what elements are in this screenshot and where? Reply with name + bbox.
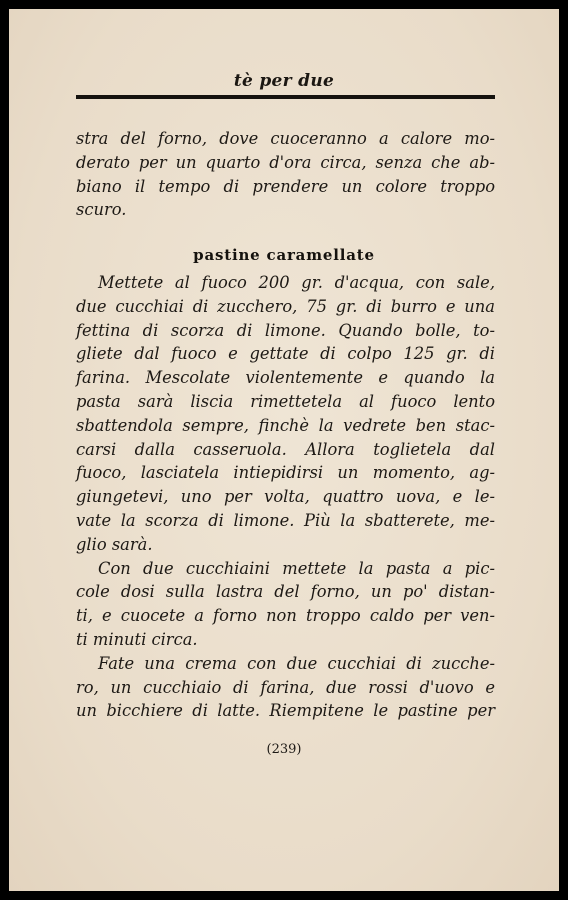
text-line: fuoco, lasciatela intiepidirsi un momento, ag- xyxy=(76,463,495,483)
text-line: pasta sarà liscia rimettetela al fuoco lento xyxy=(76,391,495,411)
text-line: un bicchiere di latte. Riempitene le pastine per xyxy=(76,701,495,721)
recipe-title: pastine caramellate xyxy=(193,246,375,264)
text-line: ti minuti circa. xyxy=(76,629,198,649)
page-number: (239) xyxy=(266,742,302,757)
text-line: due cucchiai di zucchero, 75 gr. di burro e una xyxy=(76,296,495,316)
text-line: sbattendola sempre, finchè la vedrete ben stac- xyxy=(76,415,495,435)
text-line: Mettete al fuoco 200 gr. d'acqua, con sale, xyxy=(98,273,495,292)
text-line: scuro. xyxy=(76,200,127,220)
text-line: ti, e cuocete a forno non troppo caldo per ven- xyxy=(76,606,495,626)
text-line: derato per un quarto d'ora circa, senza che ab- xyxy=(76,152,495,172)
text-line: vate la scorza di limone. Più la sbatterete, me- xyxy=(76,510,495,530)
text-line: carsi dalla casseruola. Allora toglietela dal xyxy=(76,439,495,459)
header-rule xyxy=(76,95,495,99)
text-line: stra del forno, dove cuoceranno a calore mo- xyxy=(76,129,495,148)
text-line: Con due cucchiaini mettete la pasta a pic- xyxy=(98,558,495,578)
continuation-paragraph xyxy=(76,127,495,222)
text-line: giungetevi, uno per volta, quattro uova, e le- xyxy=(76,487,495,507)
text-line: gliete dal fuoco e gettate di colpo 125 gr. di xyxy=(76,344,495,364)
text-line: biano il tempo di prendere un colore troppo xyxy=(76,176,495,196)
text-line: Fate una crema con due cucchiai di zucche- xyxy=(98,653,495,673)
text-line: farina. Mescolate violentemente e quando la xyxy=(76,368,495,388)
running-title: tè per due xyxy=(233,71,335,91)
recipe-body xyxy=(76,271,495,723)
text-line: cole dosi sulla lastra del forno, un po' distan- xyxy=(76,582,495,602)
book-page xyxy=(9,9,559,891)
text-line: fettina di scorza di limone. Quando bolle, to- xyxy=(76,320,495,340)
text-line: ro, un cucchiaio di farina, due rossi d'uovo e xyxy=(76,677,495,697)
text-line: glio sarà. xyxy=(76,534,153,554)
